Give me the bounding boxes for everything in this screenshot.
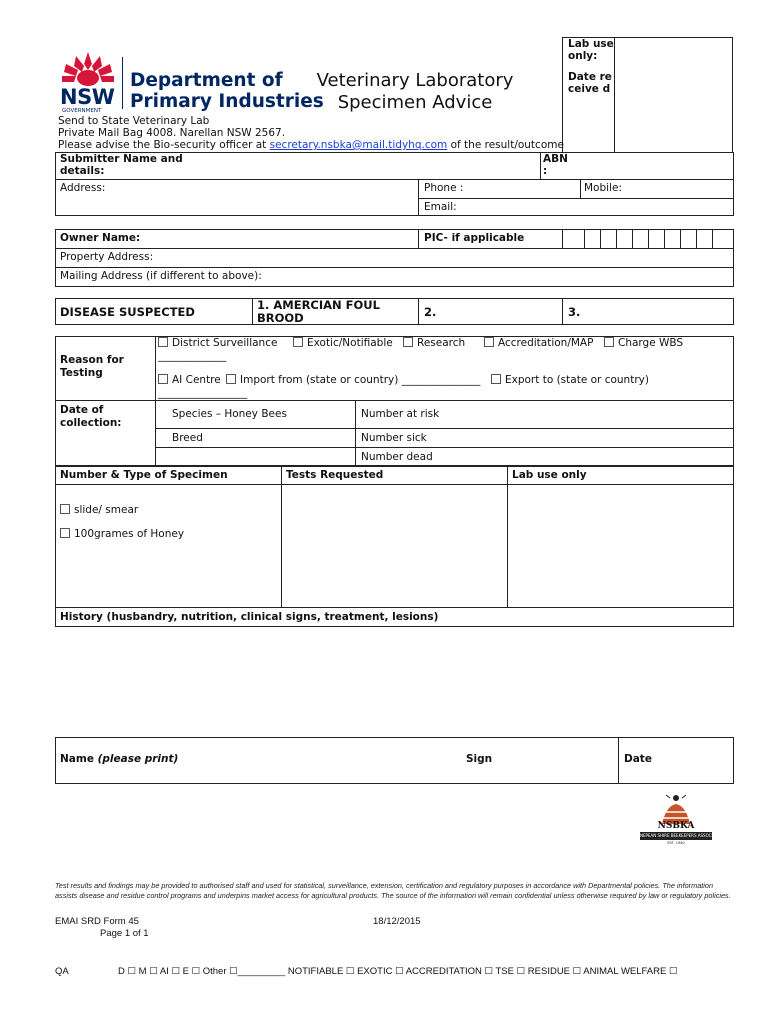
mailing-address-label: Mailing Address (if different to above):: [60, 270, 262, 282]
specimen-col-line: [281, 466, 282, 607]
address-label: Address:: [60, 182, 106, 194]
import-checkbox[interactable]: [226, 374, 236, 384]
specimen-type-header: Number & Type of Specimen: [60, 469, 228, 481]
waratah-icon: [58, 50, 118, 90]
pic-box-line: [600, 229, 601, 248]
history-header-line: [55, 607, 734, 608]
mail-bag-text: Private Mail Bag 4008. Narellan NSW 2567.: [58, 127, 286, 139]
mobile-label: Mobile:: [584, 182, 622, 194]
name-label: Name: [60, 753, 94, 765]
pic-box-line: [648, 229, 649, 248]
qa-label: QA: [55, 966, 69, 977]
disclaimer-text: Test results and findings may be provided to authorised staff and used for statistical, surveillance, extension, certification and regulatory purposes in accordance with Departmental policies. The information assists disease and residue control programs and underpins market access for agricultural products. The source of the information will remain confidential unless otherwise required by law or regulatory policies.: [55, 881, 731, 900]
phone-label: Phone :: [424, 182, 464, 194]
pic-box-line: [664, 229, 665, 248]
owner-row-line: [55, 248, 734, 249]
pic-box-line: [562, 229, 563, 248]
disease-1-field: [253, 299, 417, 324]
accreditation-option[interactable]: [484, 337, 593, 350]
pic-box-line: [632, 229, 633, 248]
department-name: [130, 70, 324, 112]
ai-centre-option[interactable]: [158, 374, 221, 387]
import-label: Import from (state or country) _______________: [240, 374, 481, 386]
exotic-label: Exotic/Notifiable: [307, 337, 393, 349]
disease-suspected-label: DISEASE SUSPECTED: [60, 305, 195, 319]
department-line-2: Primary Industries: [130, 91, 324, 112]
biosecurity-email-link[interactable]: secretary.nsbka@mail.tidyhq.com: [269, 139, 448, 151]
ai-centre-label: AI Centre: [172, 374, 221, 386]
lab-use-box-divider: [614, 37, 615, 153]
pic-box-line: [616, 229, 617, 248]
disease-3-label: 3.: [568, 305, 581, 319]
advise-suffix: of the result/outcome: [447, 139, 564, 151]
research-option[interactable]: [403, 337, 465, 350]
disease-col-line: [418, 298, 419, 325]
form-title: [300, 70, 530, 114]
page-number: Page 1 of 1: [100, 928, 149, 939]
sign-label: Sign: [466, 753, 493, 765]
signature-col-line: [618, 737, 619, 784]
pic-box-line: [712, 229, 713, 248]
pic-boxes: [562, 229, 734, 248]
reason-row-line: [55, 400, 734, 401]
submitter-row-line-2: [418, 198, 734, 199]
form-date: 18/12/2015: [373, 916, 421, 927]
pic-label: PIC- if applicable: [424, 232, 525, 244]
slide-smear-checkbox[interactable]: [60, 504, 70, 514]
logo-wordmark: NSW: [60, 85, 115, 109]
form-title-line-1: Veterinary Laboratory: [316, 70, 514, 91]
tests-requested-header: Tests Requested: [286, 469, 384, 481]
property-address-label: Property Address:: [60, 251, 154, 263]
nsw-logo: [58, 50, 118, 112]
breed-label: Breed: [172, 432, 203, 444]
email-label: Email:: [424, 201, 457, 213]
honey-option[interactable]: [60, 528, 184, 541]
abn-col-line: [540, 152, 541, 179]
abn-label: ABN :: [543, 153, 568, 177]
district-surveillance-option[interactable]: [158, 337, 277, 350]
species-label: Species – Honey Bees: [172, 408, 287, 420]
reason-label: Reason for Testing: [60, 354, 124, 379]
pic-box-line: [680, 229, 681, 248]
ai-centre-checkbox[interactable]: [158, 374, 168, 384]
owner-name-label: Owner Name:: [60, 232, 141, 244]
accreditation-label: Accreditation/MAP: [498, 337, 594, 349]
submitter-col-line: [418, 179, 419, 216]
research-label: Research: [417, 337, 466, 349]
import-blank: _________________: [158, 387, 248, 399]
specimen-header-line: [55, 484, 734, 485]
disease-1-value: 1. AMERCIAN FOUL BROOD: [257, 298, 380, 325]
number-sick-label: Number sick: [361, 432, 427, 444]
form-number: EMAI SRD Form 45: [55, 916, 139, 927]
print-note: (please print): [97, 753, 179, 765]
honey-label: 100grames of Honey: [74, 528, 185, 540]
pic-box-line: [584, 229, 585, 248]
exotic-option[interactable]: [293, 337, 393, 350]
send-to-text: Send to State Veterinary Lab: [58, 115, 210, 127]
charge-checkbox[interactable]: [604, 337, 614, 347]
nsbka-title: NSBKA: [657, 821, 695, 831]
history-label: History (husbandry, nutrition, clinical signs, treatment, lesions): [60, 611, 439, 623]
nsbka-subtitle: NEPEAN SHIRE BEEKEEPERS ASSOCIATION: [640, 833, 725, 838]
disease-col-line: [562, 298, 563, 325]
honey-checkbox[interactable]: [60, 528, 70, 538]
slide-smear-option[interactable]: [60, 504, 138, 517]
charge-wbs-option[interactable]: [604, 337, 683, 350]
specimen-table: [55, 466, 734, 627]
collection-row-line-2: [155, 447, 734, 448]
district-label: District Surveillance: [172, 337, 278, 349]
export-label: Export to (state or country): [505, 374, 649, 386]
nsbka-est: EST. 1940: [667, 841, 685, 845]
name-print-label: [60, 753, 178, 766]
logo-government: GOVERNMENT: [62, 108, 102, 114]
number-dead-label: Number dead: [361, 451, 433, 463]
submitter-row-line: [55, 179, 734, 180]
lab-use-header: Lab use only: [512, 469, 587, 481]
pic-box-line: [696, 229, 697, 248]
accreditation-checkbox[interactable]: [484, 337, 494, 347]
research-checkbox[interactable]: [403, 337, 413, 347]
nsbka-badge: [640, 792, 725, 850]
slide-smear-label: slide/ smear: [74, 504, 139, 516]
advise-prefix: Please advise the Bio-security officer at: [58, 139, 270, 151]
date-label: Date: [624, 753, 652, 765]
collection-date-label: Date of collection:: [60, 404, 122, 429]
nsbka-banner: [640, 832, 725, 840]
specimen-col-line-2: [507, 466, 508, 607]
export-option[interactable]: [491, 374, 649, 387]
export-checkbox[interactable]: [491, 374, 501, 384]
department-line-1: Department of: [130, 70, 283, 91]
number-at-risk-label: Number at risk: [361, 408, 440, 420]
owner-col-line: [418, 229, 419, 248]
date-received-label: Date receive d: [568, 71, 612, 95]
form-title-line-2: Specimen Advice: [337, 92, 493, 113]
collection-col-line: [355, 400, 356, 466]
disease-2-label: 2.: [424, 305, 437, 319]
lab-use-only-label: Lab use only:: [568, 38, 614, 62]
qa-codes: D ☐ M ☐ AI ☐ E ☐ Other ☐_________ NOTIFIABLE ☐ EXOTIC ☐ ACCREDITATION ☐ TSE ☐ RESIDUE ☐ ANIMAL WELFARE ☐: [118, 966, 678, 977]
owner-row-line-2: [55, 267, 734, 268]
exotic-checkbox[interactable]: [293, 337, 303, 347]
district-checkbox[interactable]: [158, 337, 168, 347]
charge-label: Charge WBS: [618, 337, 684, 349]
logo-divider: [122, 57, 123, 109]
district-blank: _____________: [158, 350, 227, 362]
import-option[interactable]: [226, 374, 480, 387]
collection-row-line: [155, 428, 734, 429]
advise-text: [58, 139, 564, 152]
submitter-col-line-2: [580, 179, 581, 198]
submitter-name-label: Submitter Name and details:: [60, 153, 183, 177]
